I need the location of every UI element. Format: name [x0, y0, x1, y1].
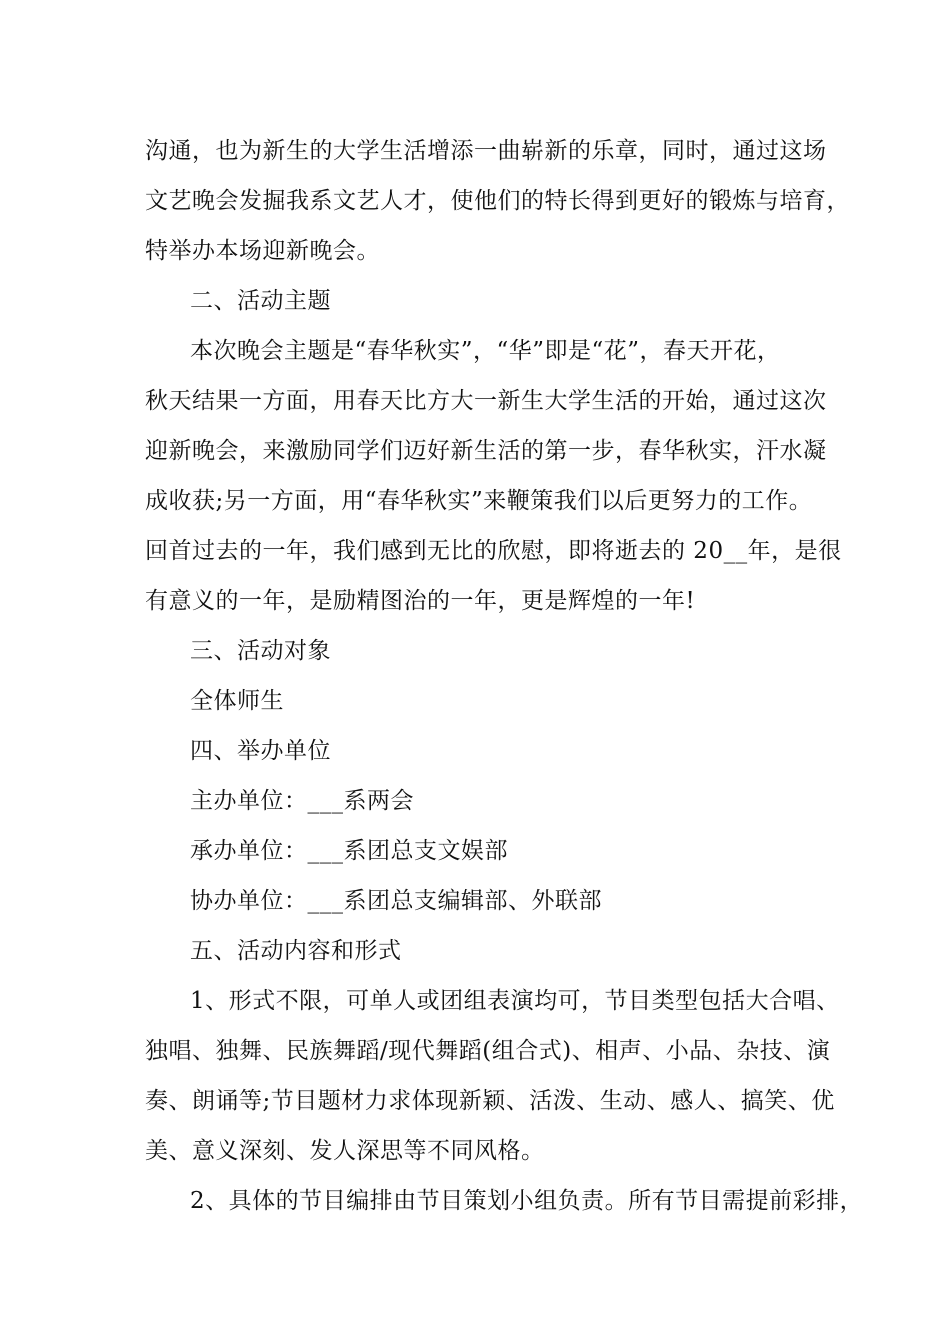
- paragraph-line: 1、形式不限，可单人或团组表演均可，节目类型包括大合唱、: [190, 988, 840, 1014]
- paragraph-line: 秋天结果一方面，用春天比方大一新生大学生活的开始，通过这次: [145, 388, 827, 414]
- section-heading: 三、活动对象: [190, 638, 331, 664]
- paragraph-line: 主办单位：___系两会: [190, 788, 414, 814]
- paragraph-line: 有意义的一年，是励精图治的一年，更是辉煌的一年!: [145, 588, 696, 614]
- paragraph-line: 成收获;另一方面，用“春华秋实”来鞭策我们以后更努力的工作。: [145, 488, 813, 514]
- paragraph-line: 沟通，也为新生的大学生活增添一曲崭新的乐章，同时，通过这场: [145, 138, 827, 164]
- paragraph-line: 文艺晚会发掘我系文艺人才，使他们的特长得到更好的锻炼与培育，: [145, 188, 850, 214]
- paragraph-line: 回首过去的一年，我们感到无比的欣慰，即将逝去的 20__年，是很: [145, 538, 842, 564]
- paragraph-line: 承办单位：___系团总支文娱部: [190, 838, 508, 864]
- paragraph-line: 2、具体的节目编排由节目策划小组负责。所有节目需提前彩排，: [190, 1188, 864, 1214]
- paragraph-line: 奏、朗诵等;节目题材力求体现新颖、活泼、生动、感人、搞笑、优: [145, 1088, 835, 1114]
- section-heading: 二、活动主题: [190, 288, 331, 314]
- paragraph-line: 美、意义深刻、发人深思等不同风格。: [145, 1138, 545, 1164]
- section-heading: 五、活动内容和形式: [190, 938, 402, 964]
- paragraph-line: 迎新晚会，来激励同学们迈好新生活的第一步，春华秋实，汗水凝: [145, 438, 827, 464]
- paragraph-line: 特举办本场迎新晚会。: [145, 238, 380, 264]
- paragraph-line: 全体师生: [190, 688, 284, 714]
- section-heading: 四、举办单位: [190, 738, 331, 764]
- paragraph-line: 协办单位：___系团总支编辑部、外联部: [190, 888, 602, 914]
- paragraph-line: 本次晚会主题是“春华秋实”，“华”即是“花”，春天开花，: [190, 338, 781, 364]
- paragraph-line: 独唱、独舞、民族舞蹈/现代舞蹈(组合式)、相声、小品、杂技、演: [145, 1038, 831, 1064]
